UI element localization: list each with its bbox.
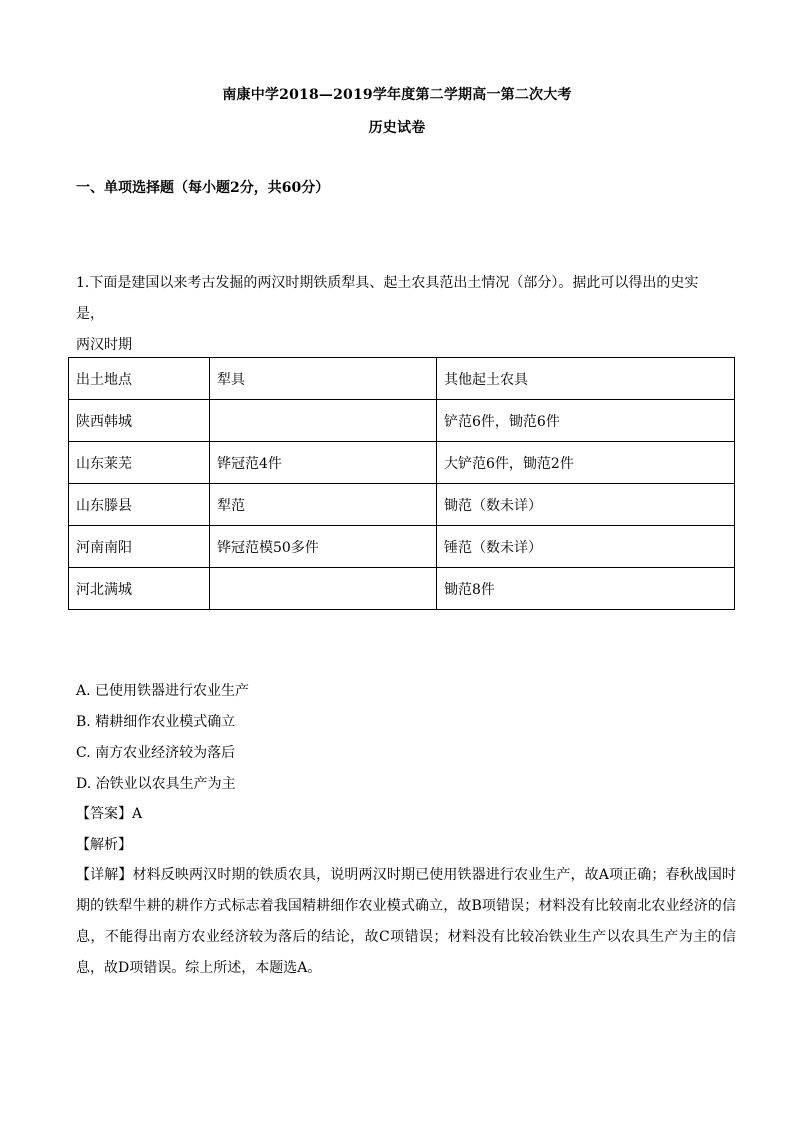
table-cell: 铧冠范模50多件 [210, 526, 437, 568]
option-d: D. 冶铁业以农具生产为主 [76, 776, 236, 792]
exam-title: 南康中学2018—2019学年度第二学期高一第二次大考 [222, 87, 572, 103]
section-heading: 一、单项选择题（每小题2分，共60分） [76, 180, 330, 196]
table-header-cell: 出土地点 [69, 358, 210, 400]
table-row [69, 442, 735, 484]
table-cell: 河南南阳 [69, 526, 210, 568]
table-cell: 铲范6件，锄范6件 [437, 400, 735, 442]
table-cell: 锤范（数未详） [437, 526, 735, 568]
answer-options [76, 676, 249, 800]
table-cell: 锄范（数未详） [437, 484, 735, 526]
question-stem [76, 268, 726, 361]
table-cell: 锄范8件 [437, 568, 735, 610]
exam-subtitle: 历史试卷 [368, 120, 426, 136]
option-a: A. 已使用铁器进行农业生产 [76, 683, 250, 699]
excavation-table [68, 357, 735, 610]
question-line-2: 两汉时期 [76, 337, 132, 353]
table-header-cell: 犁具 [210, 358, 437, 400]
option-c: C. 南方农业经济较为落后 [76, 745, 236, 761]
table-cell [210, 568, 437, 610]
table-cell: 犁范 [210, 484, 437, 526]
question-line-1: 1.下面是建国以来考古发掘的两汉时期铁质犁具、起土农具范出土情况（部分）。据此可以得出的史实是， [76, 275, 699, 322]
answer-line: 【答案】A [76, 806, 143, 822]
table-row [69, 484, 735, 526]
table-row [69, 568, 735, 610]
analysis-label: 【解析】 [76, 837, 132, 853]
table-cell: 河北满城 [69, 568, 210, 610]
table-header-cell: 其他起土农具 [437, 358, 735, 400]
table-cell [210, 400, 437, 442]
detail-explanation: 【详解】材料反映两汉时期的铁质农具，说明两汉时期已使用铁器进行农业生产，故A项正确；春秋战国时期的铁犁牛耕的耕作方式标志着我国精耕细作农业模式确立，故B项错误；材料没有比较南北农业经济的信息，不能得出南方农业经济较为落后的结论，故C项错误；材料没有比较冶铁业生产以农具生产为主的信息，故D项错误。综上所述，本题选A。 [76, 867, 736, 976]
table-cell: 山东滕县 [69, 484, 210, 526]
table-cell: 山东莱芜 [69, 442, 210, 484]
table-cell: 大铲范6件，锄范2件 [437, 442, 735, 484]
table-cell: 铧冠范4件 [210, 442, 437, 484]
table-row [69, 526, 735, 568]
option-b: B. 精耕细作农业模式确立 [76, 714, 236, 730]
table-header-row [69, 358, 735, 400]
table-cell: 陕西韩城 [69, 400, 210, 442]
table-row [69, 400, 735, 442]
